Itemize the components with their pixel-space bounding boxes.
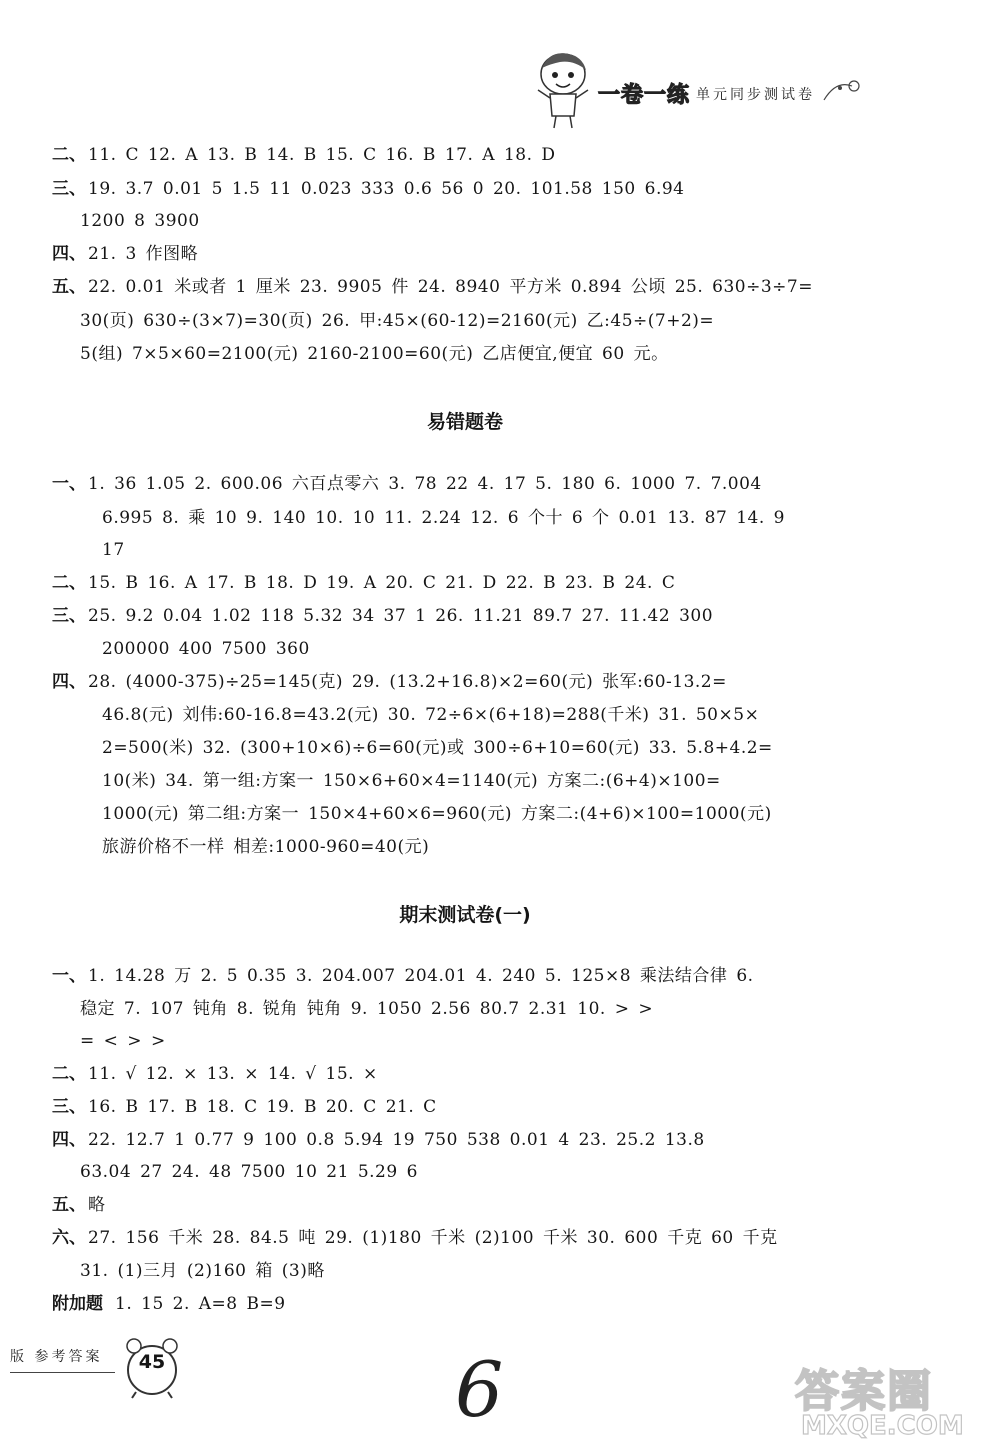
answer-line bbox=[52, 1128, 705, 1152]
answer-line bbox=[52, 1095, 437, 1119]
brand-subtitle: 单元同步测试卷 bbox=[696, 86, 816, 103]
line-label: 五、 bbox=[52, 277, 86, 297]
line-text: 46.8(元) 刘伟:60-16.8=43.2(元) 30. 72÷6×(6+18)=288(千米) 31. 50×5× bbox=[102, 705, 760, 725]
line-text: 11. C 12. A 13. B 14. B 15. C 16. B 17. A 18. D bbox=[88, 145, 556, 165]
section-title: 期末测试卷(一) bbox=[399, 904, 531, 926]
line-label: 二、 bbox=[52, 145, 86, 165]
line-label: 附加题 bbox=[52, 1294, 103, 1314]
line-label: 四、 bbox=[52, 672, 86, 692]
line-text: 17 bbox=[102, 540, 125, 560]
answer-line bbox=[100, 637, 310, 661]
footer-rule bbox=[10, 1372, 115, 1373]
answer-line bbox=[52, 1062, 378, 1086]
answer-line bbox=[52, 604, 713, 628]
answer-line bbox=[100, 703, 759, 727]
answer-line bbox=[52, 177, 684, 201]
answer-line bbox=[100, 769, 721, 793]
line-text: = < > > bbox=[80, 1031, 166, 1051]
answer-line bbox=[78, 1029, 166, 1053]
answer-line bbox=[52, 1193, 106, 1217]
line-text: 30(页) 630÷(3×7)=30(页) 26. 甲:45×(60-12)=2160(元) 乙:45÷(7+2)= bbox=[80, 311, 715, 331]
answer-line bbox=[52, 143, 556, 167]
answer-line bbox=[100, 802, 772, 826]
line-text: 略 bbox=[88, 1195, 106, 1215]
answer-line bbox=[78, 1160, 418, 1184]
answer-line bbox=[78, 209, 200, 233]
line-text: 5(组) 7×5×60=2100(元) 2160-2100=60(元) 乙店便宜,便宜 60 元。 bbox=[80, 344, 669, 364]
answer-line bbox=[78, 1259, 325, 1283]
line-text: 1000(元) 第二组:方案一 150×4+60×6=960(元) 方案二:(4+6)×100=1000(元) bbox=[102, 804, 772, 824]
answer-line bbox=[100, 736, 773, 760]
answer-line bbox=[52, 472, 762, 496]
line-text: 旅游价格不一样 相差:1000-960=40(元) bbox=[102, 837, 430, 857]
answer-line bbox=[52, 571, 675, 595]
line-text: 15. B 16. A 17. B 18. D 19. A 20. C 21. D 22. B 23. B 24. C bbox=[88, 573, 676, 593]
line-text: 22. 12.7 1 0.77 9 100 0.8 5.94 19 750 538 0.01 4 23. 25.2 13.8 bbox=[88, 1130, 705, 1150]
answer-line bbox=[52, 275, 813, 299]
answer-line bbox=[52, 242, 198, 266]
line-label: 五、 bbox=[52, 1195, 86, 1215]
line-text: 11. √ 12. × 13. × 14. √ 15. × bbox=[88, 1064, 378, 1084]
section-title: 易错题卷 bbox=[426, 411, 503, 433]
line-label: 六、 bbox=[52, 1228, 86, 1248]
line-text: 25. 9.2 0.04 1.02 118 5.32 34 37 1 26. 11.21 89.7 27. 11.42 300 bbox=[88, 606, 714, 626]
line-label: 一、 bbox=[52, 474, 86, 494]
watermark-text: 答案圈 bbox=[795, 1366, 933, 1417]
line-text: 10(米) 34. 第一组:方案一 150×6+60×4=1140(元) 方案二:(6+4)×100= bbox=[102, 771, 721, 791]
handwritten-mark: 6 bbox=[455, 1345, 504, 1434]
answer-line bbox=[78, 342, 669, 366]
line-label: 四、 bbox=[52, 244, 86, 264]
page-number: 45 bbox=[138, 1351, 166, 1373]
answer-line bbox=[78, 309, 714, 333]
footer-label: 版 参考答案 bbox=[10, 1349, 103, 1365]
answer-line bbox=[52, 670, 727, 694]
line-text: 2=500(米) 32. (300+10×6)÷6=60(元)或 300÷6+10=60(元) 33. 5.8+4.2= bbox=[102, 738, 773, 758]
line-label: 三、 bbox=[52, 606, 86, 626]
page-footer bbox=[0, 1320, 200, 1400]
line-label: 二、 bbox=[52, 1064, 86, 1084]
line-text: 1200 8 3900 bbox=[80, 211, 200, 231]
brand-name: 一卷一练 bbox=[598, 83, 691, 108]
brand-title bbox=[598, 78, 815, 109]
watermark-logo bbox=[795, 1355, 995, 1440]
answer-line bbox=[100, 835, 429, 859]
line-text: 200000 400 7500 360 bbox=[102, 639, 310, 659]
line-label: 一、 bbox=[52, 966, 86, 986]
line-text: 6.995 8. 乘 10 9. 140 10. 10 11. 2.24 12. 6 个十 6 个 0.01 13. 87 14. 9 bbox=[102, 508, 785, 528]
line-text: 21. 3 作图略 bbox=[88, 244, 199, 264]
line-label: 二、 bbox=[52, 573, 86, 593]
page-header bbox=[530, 50, 870, 130]
line-text: 19. 3.7 0.01 5 1.5 11 0.023 333 0.6 56 0 20. 101.58 150 6.94 bbox=[88, 179, 685, 199]
cartoon-boy-icon bbox=[530, 50, 596, 130]
line-text: 31. (1)三月 (2)160 箱 (3)略 bbox=[80, 1261, 325, 1281]
line-label: 三、 bbox=[52, 1097, 86, 1117]
line-text: 28. (4000-375)÷25=145(克) 29. (13.2+16.8)×2=60(元) 张军:60-13.2= bbox=[88, 672, 727, 692]
answer-line bbox=[52, 1226, 778, 1250]
answer-line bbox=[100, 506, 785, 530]
line-label: 四、 bbox=[52, 1130, 86, 1150]
line-text: 22. 0.01 米或者 1 厘米 23. 9905 件 24. 8940 平方米 0.894 公顷 25. 630÷3÷7= bbox=[88, 277, 813, 297]
flower-decoration-icon bbox=[822, 76, 862, 106]
line-text: 27. 156 千米 28. 84.5 吨 29. (1)180 千米 (2)100 千米 30. 600 千克 60 千克 bbox=[88, 1228, 778, 1248]
line-text: 63.04 27 24. 48 7500 10 21 5.29 6 bbox=[80, 1162, 418, 1182]
line-text: 稳定 7. 107 钝角 8. 锐角 钝角 9. 1050 2.56 80.7 2.31 10. > > bbox=[80, 999, 654, 1019]
watermark-url: MXQE.COM bbox=[801, 1411, 964, 1441]
answer-line bbox=[78, 997, 653, 1021]
answer-line bbox=[100, 538, 125, 562]
answer-line bbox=[52, 1292, 286, 1316]
line-label: 三、 bbox=[52, 179, 86, 199]
line-text: 1. 14.28 万 2. 5 0.35 3. 204.007 204.01 4. 240 5. 125×8 乘法结合律 6. bbox=[88, 966, 754, 986]
line-text: 1. 36 1.05 2. 600.06 六百点零六 3. 78 22 4. 17 5. 180 6. 1000 7. 7.004 bbox=[88, 474, 762, 494]
line-text: 16. B 17. B 18. C 19. B 20. C 21. C bbox=[88, 1097, 437, 1117]
answer-line bbox=[52, 964, 754, 988]
line-text: 1. 15 2. A=8 B=9 bbox=[115, 1294, 286, 1314]
